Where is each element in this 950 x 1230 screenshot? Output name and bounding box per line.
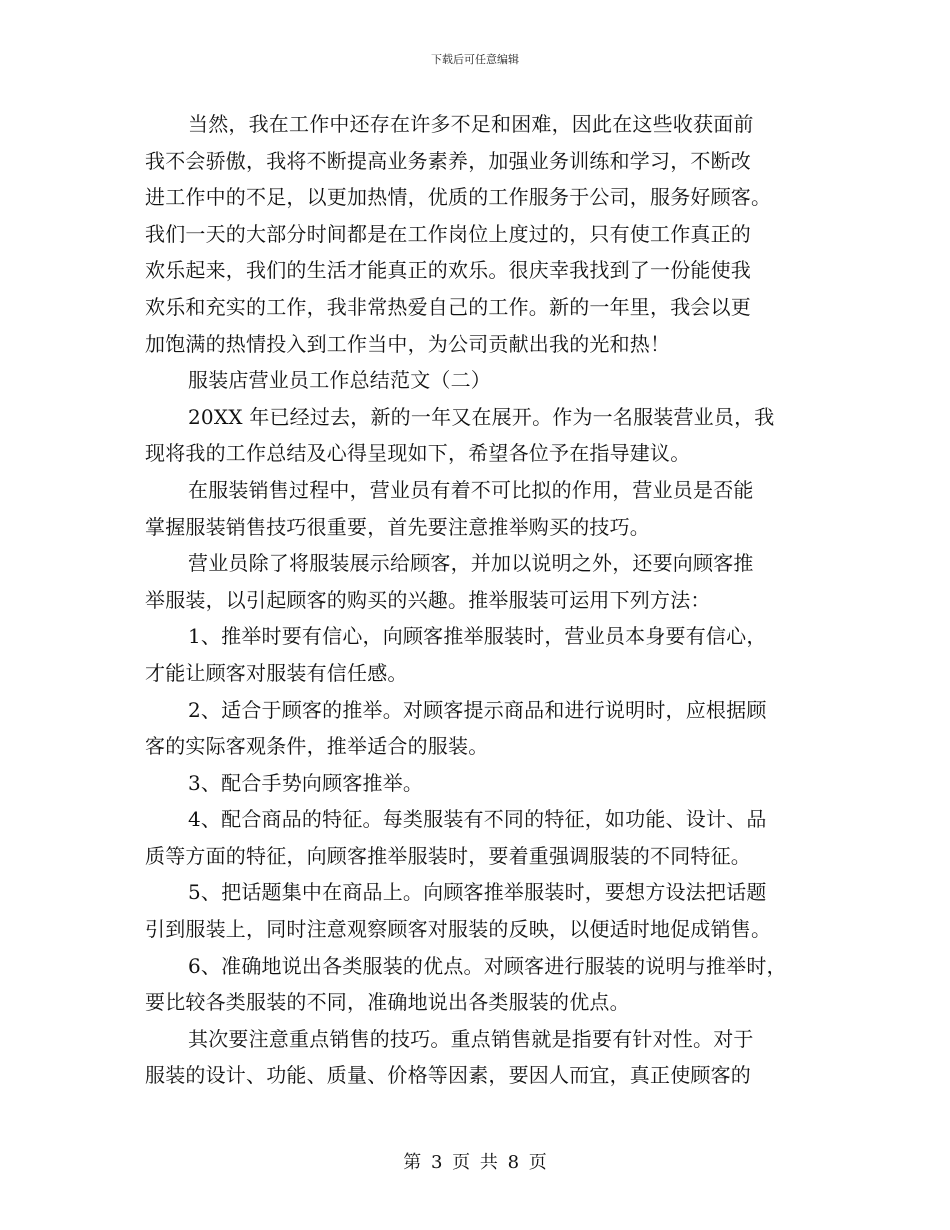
page-header: 下载后可任意编辑 [431,53,519,66]
text-line: 我们一天的大部分时间都是在工作岗位上度过的，只有使工作真正的 [145,221,751,246]
list-item-line: 3、配合手势向顾客推举。 [188,770,424,795]
text-line: 营业员除了将服装展示给顾客，并加以说明之外，还要向顾客推 [188,551,754,576]
text-line: 当然，我在工作中还存在许多不足和困难，因此在这些收获面前 [188,112,754,136]
text-line: 在服装销售过程中，营业员有着不可比拟的作用，营业员是否能 [188,477,754,502]
list-item-line: 4、配合商品的特征。每类服装有不同的特征，如功能、设计、品 [188,807,767,832]
text-line: 掌握服装销售技巧很重要，首先要注意推举购买的技巧。 [145,514,650,539]
list-item-line: 2、适合于顾客的推举。对顾客提示商品和进行说明时，应根据顾 [188,697,767,722]
document-body [145,106,825,1094]
page-number-footer: 第 3 页 共 8 页 [403,1152,547,1173]
text-line: 质等方面的特征，向顾客推举服装时，要着重强调服装的不同特征。 [145,843,751,868]
text-line: 加饱满的热情投入到工作当中，为公司贡献出我的光和热！ [145,331,671,356]
text-line: 欢乐起来，我们的生活才能真正的欢乐。很庆幸我找到了一份能使我 [145,258,751,283]
section-heading: 服装店营业员工作总结范文（二） [188,368,491,393]
text-line: 服装的设计、功能、质量、价格等因素，要因人而宜，真正使顾客的 [145,1063,751,1088]
text-line: 现将我的工作总结及心得呈现如下，希望各位予在指导建议。 [145,441,691,466]
text-line: 引到服装上，同时注意观察顾客对服装的反映，以便适时地促成销售。 [145,917,772,942]
text-line: 20XX 年已经过去，新的一年又在展开。作为一名服装营业员，我 [188,404,775,429]
text-line: 举服装，以引起顾客的购买的兴趣。推举服装可运用下列方法： [145,587,711,612]
text-line: 我不会骄傲，我将不断提高业务素养，加强业务训练和学习，不断改 [145,148,751,173]
list-item-line: 1、推举时要有信心，向顾客推举服装时，营业员本身要有信心， [188,624,767,649]
text-line: 欢乐和充实的工作，我非常热爱自己的工作。新的一年里，我会以更 [145,294,751,319]
text-line: 其次要注意重点销售的技巧。重点销售就是指要有针对性。对于 [188,1026,754,1051]
list-item-line: 5、把话题集中在商品上。向顾客推举服装时，要想方设法把话题 [188,880,767,905]
text-line: 客的实际客观条件，推举适合的服装。 [145,734,489,759]
text-line: 要比较各类服装的不同，准确地说出各类服装的优点。 [145,990,630,1015]
list-item-line: 6、准确地说出各类服装的优点。对顾客进行服装的说明与推举时， [188,953,787,978]
text-line: 进工作中的不足，以更加热情，优质的工作服务于公司，服务好顾客。 [145,185,772,210]
text-line: 才能让顾客对服装有信任感。 [145,660,408,685]
